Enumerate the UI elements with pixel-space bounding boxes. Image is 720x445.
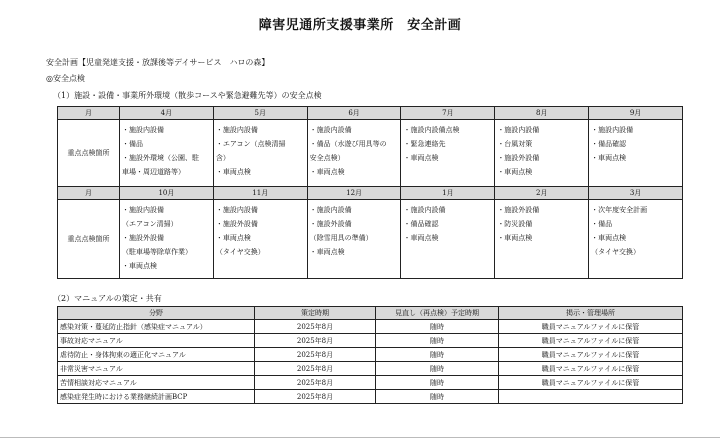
location-cell: 職員マニュアルファイルに保管	[499, 334, 683, 348]
inspection-item: ・備品（水遊び用具等の	[309, 140, 387, 148]
inspection-item: ・車両点検	[497, 168, 533, 176]
inspection-table	[57, 106, 683, 279]
inspection-row	[58, 120, 683, 187]
inspection-item: ・防災設備	[497, 220, 533, 228]
month-items-cell	[589, 120, 683, 187]
inspection-item: ・施設内設備	[309, 206, 352, 214]
month-header-cell: 6月	[307, 107, 401, 120]
month-header-cell: 12月	[307, 187, 401, 200]
inspection-item: ・備品確認	[591, 140, 627, 148]
inspection-item: ・備品	[122, 140, 143, 148]
field-cell: 非常災害マニュアル	[58, 362, 255, 376]
month-items-cell	[401, 200, 495, 279]
inspection-item: ・施設内設備	[122, 126, 164, 134]
review-cell: 随時	[376, 376, 499, 390]
inspection-item: ・施設外設備	[497, 206, 540, 214]
inspection-item: ・緊急連絡先	[403, 140, 446, 148]
review-cell: 随時	[376, 320, 499, 334]
date-cell: 2025年8月	[255, 390, 376, 404]
field-cell: 虐待防止・身体拘束の適正化マニュアル	[58, 348, 255, 362]
inspection-item: （エアコン清掃）	[122, 220, 178, 228]
header-cell: 策定時期	[255, 307, 376, 320]
date-cell: 2025年8月	[255, 362, 376, 376]
month-header-cell: 9月	[589, 107, 683, 120]
month-items-cell	[495, 120, 589, 187]
inspection-item: ・施設内設備	[122, 206, 164, 214]
table-header-row	[58, 307, 683, 320]
area-label: 重点点検箇所	[58, 200, 120, 279]
inspection-item: ・備品	[591, 220, 613, 228]
date-cell: 2025年8月	[255, 348, 376, 362]
inspection-item: ・施設外設備	[497, 154, 540, 162]
header-cell: 見直し（再点検）予定時期	[376, 307, 499, 320]
location-cell: 職員マニュアルファイルに保管	[499, 376, 683, 390]
header-cell: 掲示・管理場所	[499, 307, 683, 320]
location-cell: 職員マニュアルファイルに保管	[499, 362, 683, 376]
inspection-item: 含）	[215, 154, 230, 162]
month-items-cell	[589, 200, 683, 279]
date-cell: 2025年8月	[255, 320, 376, 334]
month-header-cell: 4月	[120, 107, 214, 120]
inspection-item: ・車両点検	[591, 234, 627, 242]
month-header-cell: 10月	[120, 187, 214, 200]
inspection-row	[58, 200, 683, 279]
table-row	[58, 334, 683, 348]
section-mark: ◎安全点検	[46, 74, 85, 83]
plan-name: 安全計画【児童発達支援・放課後等デイサービス ハロの森】	[46, 58, 270, 67]
inspection-item: ・車両点検	[403, 154, 439, 162]
field-cell: 事故対応マニュアル	[58, 334, 255, 348]
inspection-item: ・エアコン（点検清掃	[215, 140, 286, 148]
location-cell: 職員マニュアルファイルに保管	[499, 320, 683, 334]
month-items-cell	[401, 120, 495, 187]
review-cell: 随時	[376, 334, 499, 348]
field-cell: 感染対策・蔓延防止指針（感染症マニュアル）	[58, 320, 255, 334]
inspection-item: （タイヤ交換）	[215, 248, 265, 256]
inspection-item: ・車両点検	[309, 168, 345, 176]
month-header-cell: 2月	[495, 187, 589, 200]
month-items-cell	[495, 200, 589, 279]
inspection-item: ・車両点検	[122, 262, 157, 270]
review-cell: 随時	[376, 362, 499, 376]
inspection-item: ・施設内設備	[215, 126, 258, 134]
header-cell: 分野	[58, 307, 255, 320]
inspection-item: ・施設内設備	[403, 206, 446, 214]
inspection-item: ・備品確認	[403, 220, 439, 228]
inspection-item: （駐車場等除草作業）	[122, 248, 192, 256]
table-row	[58, 362, 683, 376]
inspection-item: ・施設外環境（公園、駐	[122, 154, 199, 162]
inspection-item: ・施設外設備	[215, 220, 258, 228]
inspection-item: ・施設外設備	[122, 234, 164, 242]
table-row	[58, 320, 683, 334]
inspection-item: ・次年度安全計画	[591, 206, 648, 214]
month-header-row	[58, 107, 683, 120]
field-cell: 感染症発生時における業務継続計画BCP	[58, 390, 255, 404]
page-title: 障害児通所支援事業所 安全計画	[258, 18, 462, 33]
page-edge	[0, 437, 720, 438]
month-header-cell: 5月	[213, 107, 307, 120]
area-label: 重点点検箇所	[58, 120, 120, 187]
month-header-cell: 3月	[589, 187, 683, 200]
date-cell: 2025年8月	[255, 376, 376, 390]
date-cell: 2025年8月	[255, 334, 376, 348]
inspection-item: ・施設内設備	[591, 126, 634, 134]
table-row	[58, 390, 683, 404]
inspection-item: ・車両点検	[591, 154, 627, 162]
inspection-item: ・車両点検	[403, 234, 439, 242]
inspection-item: ・施設内設備	[215, 206, 258, 214]
inspection-item: （タイヤ交換）	[591, 248, 641, 256]
month-header-cell: 8月	[495, 107, 589, 120]
month-label: 月	[58, 187, 120, 200]
section2-heading: （2）マニュアルの策定・共有	[53, 294, 162, 303]
month-items-cell	[213, 120, 307, 187]
month-header-cell: 1月	[401, 187, 495, 200]
month-items-cell	[120, 200, 214, 279]
inspection-item: ・施設内設備	[309, 126, 352, 134]
inspection-item: ・車両点検	[497, 234, 533, 242]
inspection-item: （除雪用具の準備）	[309, 234, 373, 242]
inspection-item: ・車両点検	[215, 168, 251, 176]
review-cell: 随時	[376, 390, 499, 404]
inspection-item: ・施設外設備	[309, 220, 352, 228]
table-row	[58, 348, 683, 362]
month-items-cell	[120, 120, 214, 187]
inspection-item: ・施設内設備	[497, 126, 540, 134]
inspection-item: ・台風対策	[497, 140, 533, 148]
month-header-row	[58, 187, 683, 200]
location-cell: 職員マニュアルファイルに保管	[499, 348, 683, 362]
month-items-cell	[307, 200, 401, 279]
table-row	[58, 376, 683, 390]
location-cell	[499, 390, 683, 404]
field-cell: 苦情相談対応マニュアル	[58, 376, 255, 390]
month-items-cell	[213, 200, 307, 279]
month-header-cell: 7月	[401, 107, 495, 120]
inspection-item: ・施設内設備点検	[403, 126, 460, 134]
month-header-cell: 11月	[213, 187, 307, 200]
manual-table	[57, 306, 683, 404]
review-cell: 随時	[376, 348, 499, 362]
inspection-item: 安全点検）	[309, 154, 345, 162]
section1-heading: （1）施設・設備・事業所外環境（散歩コースや緊急避難先等）の安全点検	[53, 91, 322, 100]
inspection-item: ・車両点検	[309, 248, 345, 256]
inspection-item: 車場・周辺道路等）	[122, 168, 185, 176]
month-label: 月	[58, 107, 120, 120]
inspection-item: ・車両点検	[215, 234, 251, 242]
month-items-cell	[307, 120, 401, 187]
